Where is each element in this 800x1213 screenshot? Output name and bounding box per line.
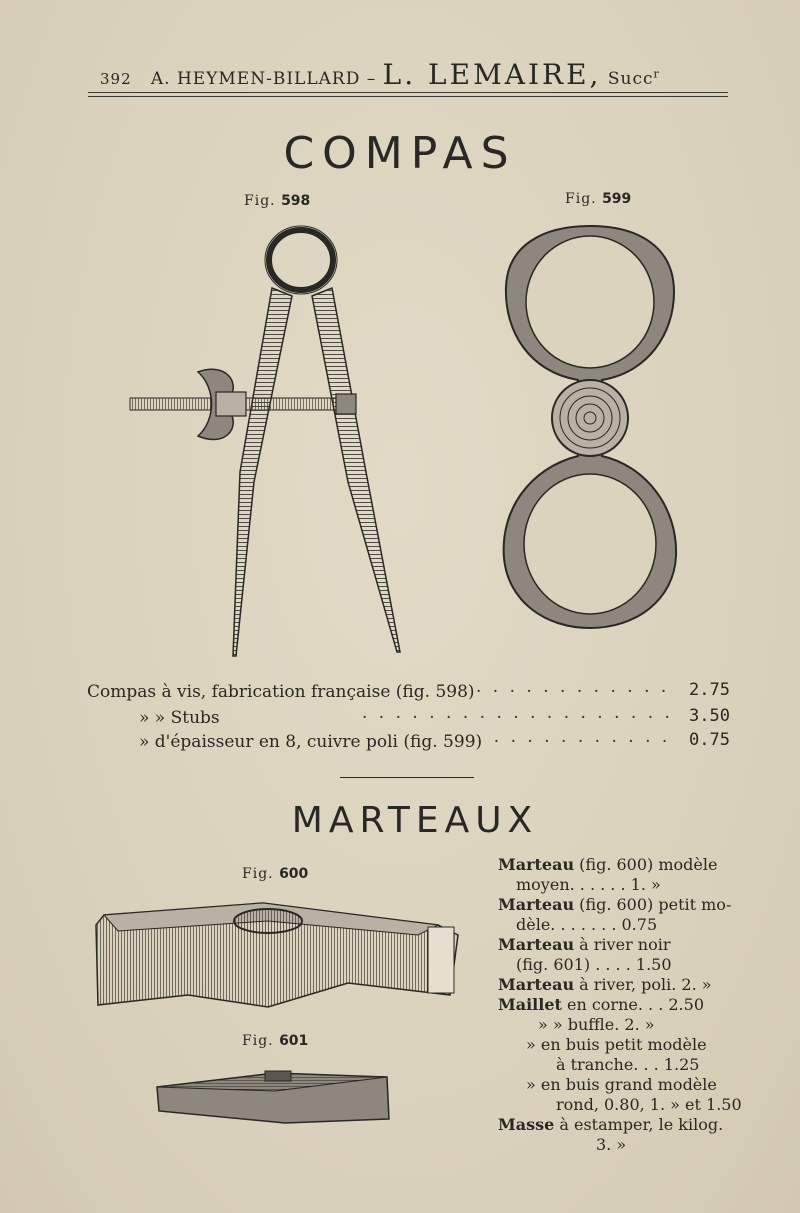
header-rule-thin xyxy=(88,96,728,97)
marteaux-line: Masse à estamper, le kilog. xyxy=(498,1115,724,1134)
marteaux-line: Marteau (fig. 600) modèle xyxy=(498,855,718,874)
marteaux-line: Marteau (fig. 600) petit mo- xyxy=(498,895,732,914)
marteaux-line: dèle. . . . . . . 0.75 xyxy=(516,915,658,934)
section-separator xyxy=(340,777,474,778)
price-value: 2.75 xyxy=(689,680,730,700)
marteaux-line: Marteau à river noir xyxy=(498,935,671,954)
leader-dots: · · · · · · · · · · · · · · · · · · · xyxy=(362,708,673,728)
marteaux-line: (fig. 601) . . . . 1.50 xyxy=(516,955,672,974)
leader-dots: · · · · · · · · · · · · xyxy=(477,732,671,752)
marteaux-line: » en buis grand modèle xyxy=(526,1075,717,1094)
section-title-marteaux: MARTEAUX xyxy=(291,800,539,841)
price-value: 3.50 xyxy=(689,706,730,726)
section-title-compas: COMPAS xyxy=(283,128,517,179)
marteaux-price-list xyxy=(498,855,742,1155)
fig-601-label: Fig. 601 xyxy=(242,1033,309,1049)
company-name: A. HEYMEN-BILLARD xyxy=(150,69,361,89)
price-value: 0.75 xyxy=(689,730,730,750)
marteaux-line: moyen. . . . . . 1. » xyxy=(516,875,661,894)
marteaux-line: Maillet en corne. . . 2.50 xyxy=(498,995,704,1014)
leader-dots: · · · · · · · · · · · · xyxy=(476,682,670,702)
fig-598-label: Fig. 598 xyxy=(244,193,311,209)
marteaux-line: Marteau à river, poli. 2. » xyxy=(498,975,712,994)
running-header xyxy=(100,58,740,91)
header-dash: – xyxy=(366,69,377,89)
successor-sup: r xyxy=(653,67,660,81)
riveting-hammer-illustration xyxy=(155,1065,391,1127)
header-rule xyxy=(88,92,728,93)
successor-name: L. LEMAIRE, xyxy=(382,58,602,91)
marteaux-line: » » buffle. 2. » xyxy=(538,1015,655,1034)
figure-eight-calliper-illustration xyxy=(490,222,690,642)
price-row-label: Compas à vis, fabrication française (fig. 598) xyxy=(87,682,475,702)
fig-599-label: Fig. 599 xyxy=(565,191,632,207)
marteaux-line: à tranche. . . 1.25 xyxy=(556,1055,700,1074)
page-number: 392 xyxy=(100,70,132,88)
marteaux-line: rond, 0.80, 1. » et 1.50 xyxy=(556,1095,742,1114)
screw-compass-illustration xyxy=(120,222,420,662)
fig-600-label: Fig. 600 xyxy=(242,866,309,882)
price-row-label: » d'épaisseur en 8, cuivre poli (fig. 599) xyxy=(139,732,483,752)
successor-abbr: Succ xyxy=(607,69,654,89)
marteaux-line: 3. » xyxy=(596,1135,627,1154)
price-row-label: » » Stubs xyxy=(139,708,220,728)
hammer-head-illustration xyxy=(88,895,463,1010)
marteaux-line: » en buis petit modèle xyxy=(526,1035,707,1054)
